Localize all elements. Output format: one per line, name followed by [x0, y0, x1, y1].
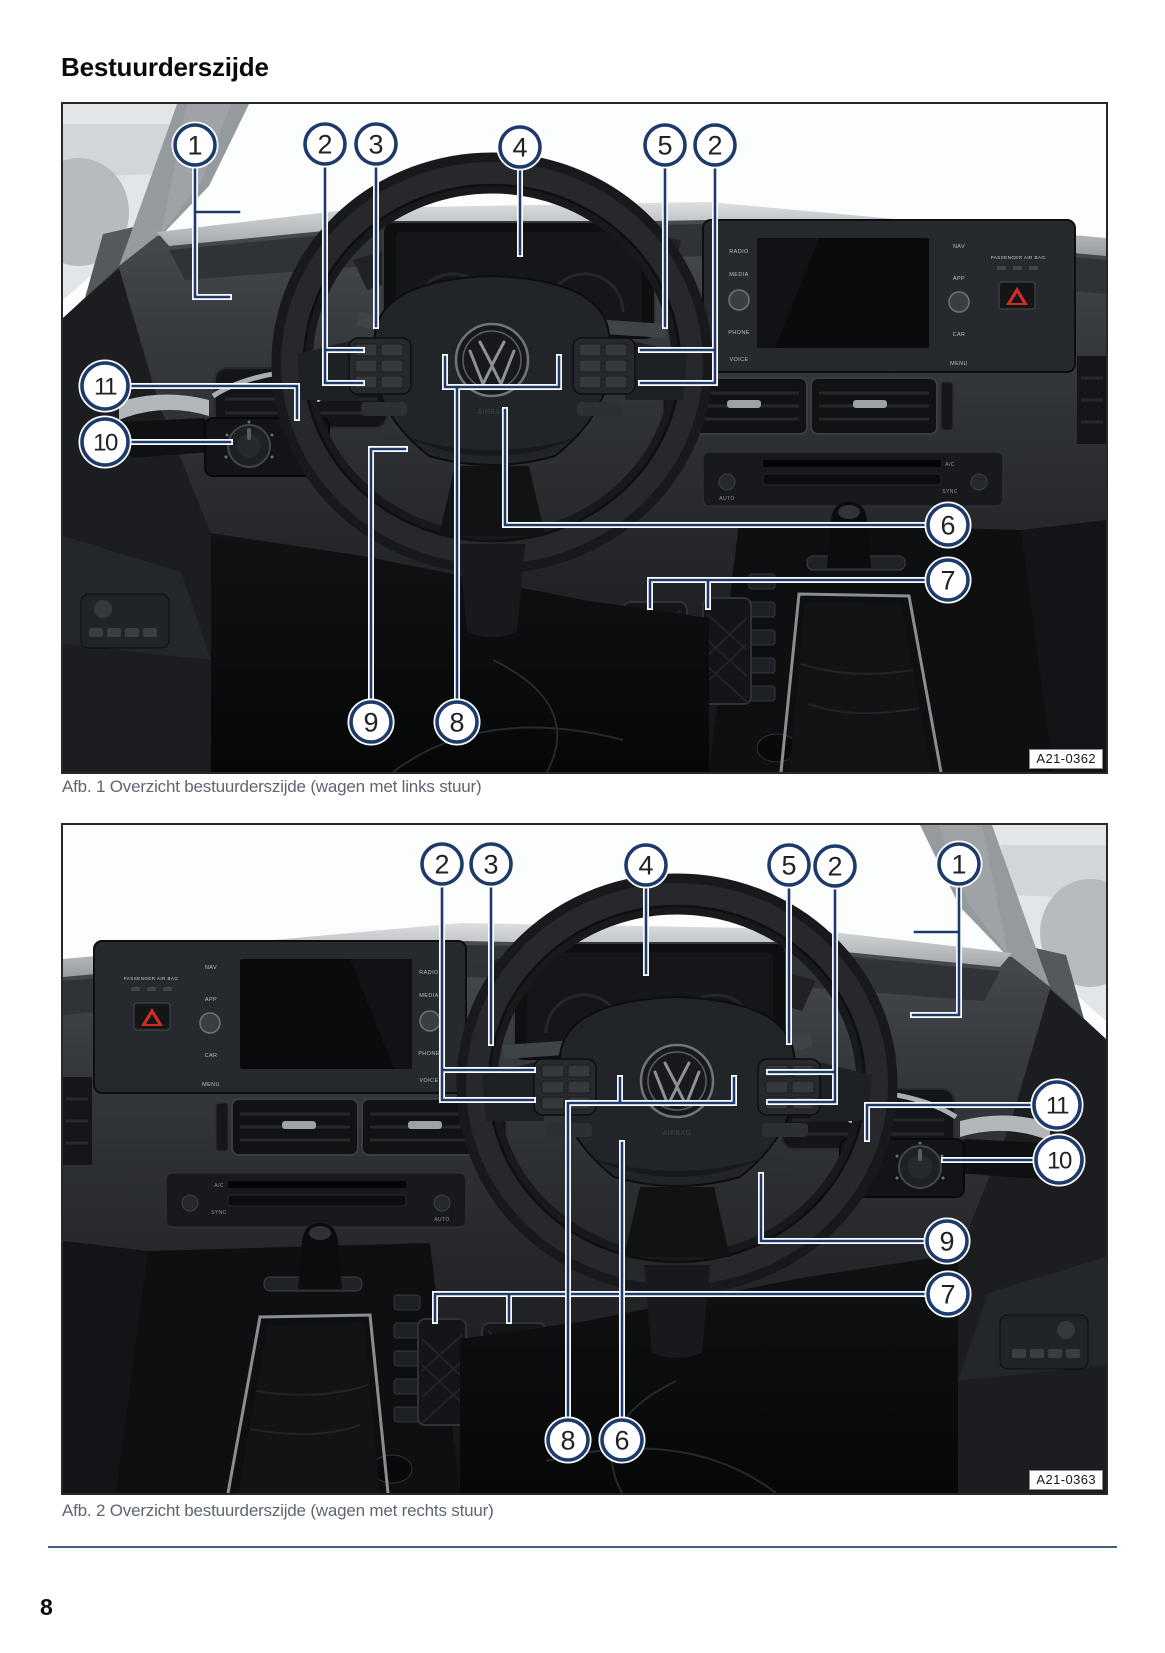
screen-label: AUTO: [434, 1217, 450, 1223]
screen-label: VOICE: [729, 357, 749, 363]
screen-label: PASSENGER AIR BAG: [123, 976, 179, 981]
callout-number: 3: [483, 849, 499, 880]
callout-11: [1034, 1082, 1080, 1128]
screen-label: PASSENGER AIR BAG: [990, 255, 1046, 260]
callout-8: [437, 702, 477, 742]
callout-number: 2: [707, 130, 723, 161]
screen-label: MEDIA: [419, 993, 439, 999]
callout-3: [471, 844, 511, 884]
figure-afb2: [61, 823, 1108, 1495]
callout-8: [548, 1420, 588, 1460]
callout-6: [928, 505, 968, 545]
screen-label: MENU: [202, 1082, 220, 1088]
callout-10: [82, 419, 128, 465]
callout-4: [500, 127, 540, 167]
callout-number: 8: [449, 707, 465, 738]
callout-3: [356, 124, 396, 164]
callout-1: [939, 844, 979, 884]
screen-label: PHONE: [728, 330, 750, 336]
callout-number: 1: [187, 130, 203, 161]
callout-number: 4: [638, 850, 654, 881]
screen-label: A/C: [214, 1183, 224, 1189]
callout-number: 9: [939, 1226, 955, 1257]
screen-label: MENU: [950, 361, 968, 367]
screen-label: APP: [952, 276, 966, 282]
callout-7: [928, 560, 968, 600]
callout-1: [175, 125, 215, 165]
callout-9: [351, 702, 391, 742]
callout-number: 8: [560, 1425, 576, 1456]
screen-label: APP: [204, 997, 218, 1003]
screen-label: MEDIA: [729, 272, 749, 278]
figure-caption: Afb. 1 Overzicht bestuurderszijde (wagen met links stuur): [62, 777, 482, 796]
callout-4: [626, 845, 666, 885]
callout-number: 4: [512, 132, 528, 163]
callout-10: [1036, 1137, 1082, 1183]
callout-number: 6: [614, 1425, 630, 1456]
callout-number: 6: [940, 510, 956, 541]
screen-label: VOICE: [419, 1078, 439, 1084]
figure-caption: Afb. 2 Overzicht bestuurderszijde (wagen met rechts stuur): [62, 1501, 494, 1520]
callout-9: [927, 1221, 967, 1261]
screen-label: AIRBAG: [477, 409, 507, 416]
callout-number: 2: [434, 849, 450, 880]
callout-6: [602, 1420, 642, 1460]
callout-2: [695, 125, 735, 165]
screen-label: AUTO: [719, 496, 735, 502]
screen-label: CAR: [204, 1053, 218, 1059]
callout-number: 7: [940, 1279, 956, 1310]
callout-2: [422, 844, 462, 884]
dashboard-illustration-lhd: [63, 104, 1106, 772]
screen-label: PHONE: [418, 1051, 440, 1057]
screen-label: RADIO: [729, 249, 749, 255]
screen-label: RADIO: [419, 970, 439, 976]
callout-number: 11: [94, 373, 116, 401]
callout-number: 10: [93, 429, 117, 457]
callout-2: [305, 124, 345, 164]
callout-number: 10: [1047, 1147, 1071, 1175]
callout-number: 9: [363, 707, 379, 738]
screen-label: A/C: [945, 462, 955, 468]
callout-number: 5: [781, 850, 797, 881]
image-code: A21-0363: [1029, 1470, 1103, 1490]
page-title: Bestuurderszijde: [61, 52, 269, 82]
screen-label: NAV: [204, 965, 218, 971]
callout-11: [82, 363, 128, 409]
page-number: 8: [40, 1594, 53, 1620]
callout-number: 2: [317, 129, 333, 160]
callout-number: 5: [657, 130, 673, 161]
screen-label: AIRBAG: [662, 1130, 692, 1137]
screen-label: CAR: [952, 332, 966, 338]
callout-number: 1: [951, 849, 967, 880]
callout-number: 2: [827, 851, 843, 882]
callout-number: 7: [940, 565, 956, 596]
callout-2: [815, 846, 855, 886]
callout-5: [645, 125, 685, 165]
callout-7: [928, 1274, 968, 1314]
callout-5: [769, 845, 809, 885]
screen-label: SYNC: [942, 489, 958, 495]
callout-number: 11: [1046, 1092, 1068, 1120]
figure-afb1: [61, 102, 1108, 774]
callout-number: 3: [368, 129, 384, 160]
screen-label: SYNC: [211, 1210, 227, 1216]
screen-label: NAV: [952, 244, 966, 250]
dashboard-illustration-rhd: [63, 825, 1106, 1493]
image-code: A21-0362: [1029, 749, 1103, 769]
divider-rule: [48, 1546, 1117, 1548]
